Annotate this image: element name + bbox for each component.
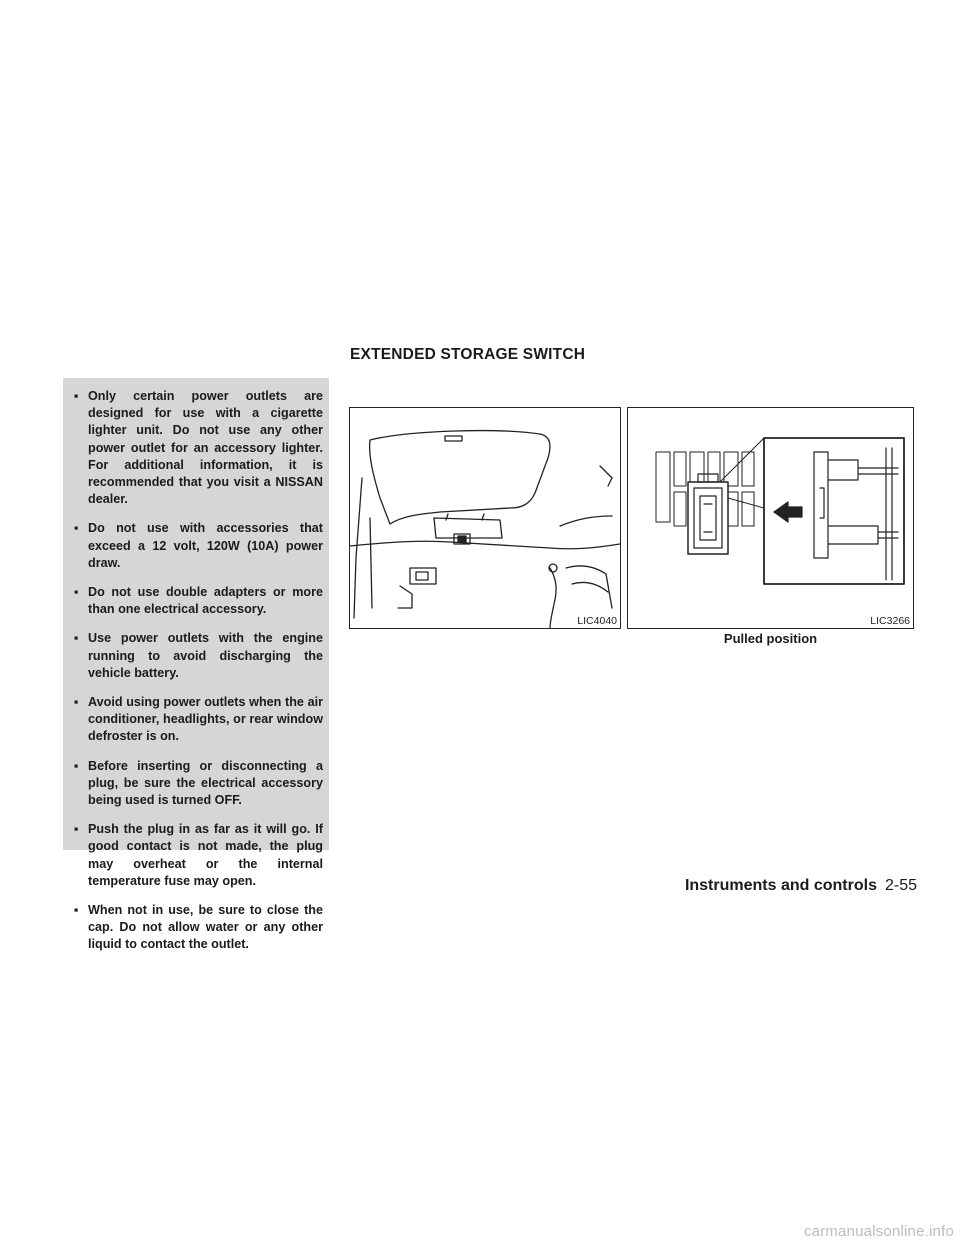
caution-item (74, 584, 323, 618)
caution-text: Only certain power outlets are designed for use with a cigarette lighter unit. Do not use any other power outlet for an accessory lighter. For additional information, it is recommended that you visit a NISSAN dealer. (88, 389, 323, 507)
caution-item (74, 821, 323, 890)
bullet-icon: ▪ (74, 631, 79, 646)
caution-text: Use power outlets with the engine running to avoid discharging the vehicle battery. (88, 631, 323, 680)
watermark: carmanualsonline.info (803, 1223, 954, 1240)
bullet-icon: ▪ (74, 758, 79, 773)
power-outlet-illustration (349, 407, 621, 629)
figure-code: LIC3266 (870, 615, 910, 627)
caution-text: When not in use, be sure to close the cap. Do not allow water or any other liquid to contact the outlet. (88, 903, 323, 952)
section-title: EXTENDED STORAGE SWITCH (350, 346, 586, 363)
page-number: 2-55 (884, 877, 917, 894)
power-outlet-drawing (350, 408, 620, 628)
caution-item (74, 520, 323, 572)
bullet-icon: ▪ (74, 585, 79, 600)
caution-text: Push the plug in as far as it will go. If good contact is not made, the plug may overheat or the internal temperature fuse may open. (88, 822, 323, 888)
storage-switch-illustration (627, 407, 914, 629)
caution-item (74, 758, 323, 810)
page-footer (685, 877, 917, 895)
caution-item (74, 902, 323, 954)
storage-switch-drawing (628, 408, 913, 628)
caution-item (74, 694, 323, 746)
caution-item (74, 630, 323, 682)
caution-item (74, 388, 323, 508)
bullet-icon: ▪ (74, 822, 79, 837)
figure-code: LIC4040 (577, 615, 617, 627)
caution-box (63, 378, 329, 952)
figure-caption: Pulled position (723, 631, 818, 646)
bullet-icon: ▪ (74, 695, 79, 710)
chapter-title: Instruments and controls (684, 877, 877, 894)
bullet-icon: ▪ (74, 389, 79, 403)
caution-text: Do not use double adapters or more than one electrical accessory. (88, 585, 323, 617)
caution-text: Do not use with accessories that exceed a 12 volt, 120W (10A) power draw. (88, 521, 323, 570)
bullet-icon: ▪ (74, 903, 79, 918)
caution-list (74, 388, 323, 954)
caution-text: Before inserting or disconnecting a plug, be sure the electrical accessory being used is turned OFF. (88, 758, 323, 808)
bullet-icon: ▪ (74, 521, 79, 536)
caution-text: Avoid using power outlets when the air conditioner, headlights, or rear window defroster is on. (88, 695, 323, 744)
